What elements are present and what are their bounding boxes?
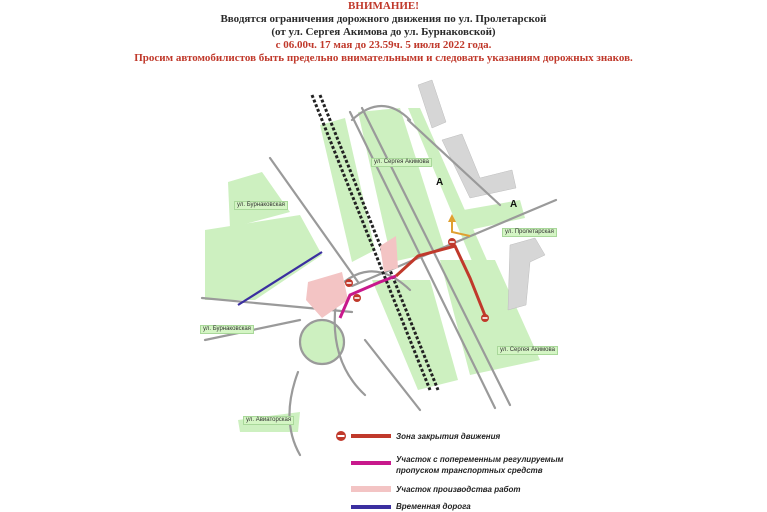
- legend-swatch-works: [351, 486, 391, 492]
- legend-swatch-alternating: [351, 461, 391, 465]
- no-entry-icon: [353, 294, 361, 302]
- park-area-left: [205, 215, 322, 300]
- works-zone-2: [380, 236, 398, 272]
- attention-heading: ВНИМАНИЕ!: [348, 0, 419, 12]
- street-label-burnakovskaya-top: ул. Бурнаковская: [234, 201, 288, 210]
- notice-line-1: Вводятся ограничения дорожного движения по ул. Пролетарской: [220, 13, 547, 25]
- legend-label-alternating-2: пропуском транспортных средств: [396, 466, 543, 475]
- no-entry-icon: [481, 314, 489, 322]
- no-entry-icon: [448, 238, 456, 246]
- notice-dates: с 06.00ч. 17 мая до 23.59ч. 5 июля 2022 года.: [275, 39, 492, 51]
- street-label-aviastroiteley: ул. Авиаторская: [243, 416, 294, 425]
- legend-swatch-temp-road: [351, 505, 391, 509]
- legend-label-closure: Зона закрытия движения: [396, 432, 501, 441]
- notice-line-2: (от ул. Сергея Акимова до ул. Бурнаковской): [271, 26, 496, 38]
- park-area-south: [372, 280, 458, 390]
- no-entry-icon: [345, 279, 353, 287]
- building-letter-a-2: А: [510, 199, 518, 210]
- legend-label-alternating: Участок с попеременным регулируемым: [396, 455, 564, 464]
- building-3: [508, 238, 545, 310]
- building-letter-a-1: А: [436, 177, 444, 188]
- legend-label-temp-road: Временная дорога: [396, 502, 471, 511]
- legend-label-works: Участок производства работ: [396, 485, 521, 494]
- street-label-sergeya-akimova-top: ул. Сергея Акимова: [371, 158, 432, 167]
- legend-swatches: [336, 431, 391, 509]
- street-label-sergeya-akimova-bottom: ул. Сергея Акимова: [497, 346, 558, 355]
- no-entry-icon: [336, 431, 346, 441]
- street-label-burnakovskaya-left: ул. Бурнаковская: [200, 325, 254, 334]
- legend-swatch-closure: [351, 434, 391, 438]
- notice-request: Просим автомобилистов быть предельно внимательными и следовать указаниям дорожных знаков.: [134, 52, 633, 64]
- street-label-proletarskaya: ул. Пролетарская: [502, 228, 557, 237]
